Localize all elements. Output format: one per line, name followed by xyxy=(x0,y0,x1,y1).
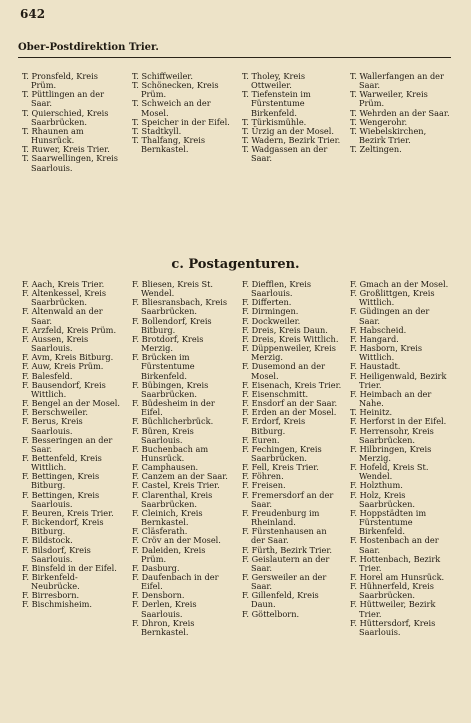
list-item: F. Gillenfeld, Kreis Daun. xyxy=(242,590,319,610)
list-item: F. Dusemond an der Mosel. xyxy=(242,361,326,381)
list-item: F. Hüttweiler, Bezirk Trier. xyxy=(350,599,436,619)
list-item: F. Brotdorf, Kreis Merzig. xyxy=(132,333,204,354)
top-column-4 xyxy=(350,72,450,154)
list-item: F. Besseringen an der Saar. xyxy=(22,434,113,454)
list-item: F. Cröv an der Mosel. xyxy=(132,535,221,546)
list-item: F. Herforst in der Eifel. xyxy=(350,416,447,427)
list-item: F. Altenkessel, Kreis Saarbrücken. xyxy=(22,288,107,308)
top-column-1 xyxy=(22,72,122,173)
list-item: F. Dhron, Kreis Bernkastel. xyxy=(132,617,195,637)
list-item: F. Derlen, Kreis Saarlouis. xyxy=(132,599,197,619)
list-item: T. Ürzig an der Mosel. xyxy=(242,125,334,136)
list-item: F. Fürth, Bezirk Trier. xyxy=(242,544,332,555)
list-item: F. Hüttersdorf, Kreis Saarlouis. xyxy=(350,617,436,637)
list-item: F. Bliesransbach, Kreis Saarbrücken. xyxy=(132,297,228,317)
list-item: F. Densborn. xyxy=(132,590,185,601)
list-item: F. Fell, Kreis Trier. xyxy=(242,462,319,473)
list-item: F. Bollendorf, Kreis Bitburg. xyxy=(132,315,212,335)
list-item: F. Dreis, Kreis Wittlich. xyxy=(242,333,339,344)
list-item: F. Arzfeld, Kreis Prüm. xyxy=(22,324,117,335)
list-item: F. Freisen. xyxy=(242,480,286,491)
top-column-2 xyxy=(132,72,232,154)
list-item: T. Wengerohr. xyxy=(350,116,408,127)
list-item: T. Stadtkyll. xyxy=(132,125,182,136)
list-item: F. Geislautern an der Saar. xyxy=(242,553,330,573)
list-item: F. Großlittgen, Kreis Wittlich. xyxy=(350,288,435,308)
list-item: F. Gersweiler an der Saar. xyxy=(242,572,327,592)
page-number: 642 xyxy=(20,7,46,21)
list-item: F. Düppenweiler, Kreis Merzig. xyxy=(242,343,336,363)
list-item: F. Bübingen, Kreis Saarbrücken. xyxy=(132,379,209,399)
list-item: F. Balesfeld. xyxy=(22,370,73,381)
list-item: F. Daufenbach in der Eifel. xyxy=(132,572,219,592)
list-item: T. Schönecken, Kreis Prüm. xyxy=(132,80,219,100)
list-item: F. Binsfeld in der Eifel. xyxy=(22,562,117,573)
list-item: F. Avm, Kreis Bitburg. xyxy=(22,352,114,363)
list-item: F. Clarenthal, Kreis Saarbrücken. xyxy=(132,489,213,509)
list-item: F. Güdingen an der Saar. xyxy=(350,306,430,326)
list-item: F. Eisenschmitt. xyxy=(242,388,309,399)
list-item: F. Habscheid. xyxy=(350,324,407,335)
list-item: F. Euren. xyxy=(242,434,280,445)
list-item: F. Bausendorf, Kreis Wittlich. xyxy=(22,379,106,399)
list-item: F. Büchlicherbrück. xyxy=(132,416,214,427)
list-item: F. Altenwald an der Saar. xyxy=(22,306,103,326)
list-item: F. Canzem an der Saar. xyxy=(132,471,228,482)
list-item: T. Saarwellingen, Kreis Saarlouis. xyxy=(22,153,118,173)
list-item: F. Daleiden, Kreis Prüm. xyxy=(132,544,206,564)
list-item: F. Fürstenhausen an der Saar. xyxy=(242,526,327,546)
list-item: F. Holzthum. xyxy=(350,480,403,491)
list-item: F. Fremersdorf an der Saar. xyxy=(242,489,334,509)
list-item: T. Wiebelskirchen, Bezirk Trier. xyxy=(350,125,427,146)
list-item: T. Wadgassen an der Saar. xyxy=(242,144,328,164)
list-item: F. Cleinich, Kreis Bernkastel. xyxy=(132,507,203,528)
list-item: F. Dasburg. xyxy=(132,562,180,573)
list-item: T. Wallerfangen an der Saar. xyxy=(350,71,444,91)
list-item: T. Wehrden an der Saar. xyxy=(350,107,450,118)
list-item: F. Eisenach, Kreis Trier. xyxy=(242,379,342,390)
list-item: F. Haustadt. xyxy=(350,361,401,372)
list-item: T. Schweich an der Mosel. xyxy=(132,98,211,118)
list-item: F. Freudenburg im Rheinland. xyxy=(242,507,320,528)
list-item: F. Bildstock. xyxy=(22,535,73,546)
list-item: F. Büren, Kreis Saarlouis. xyxy=(132,425,194,445)
list-item: T. Türkismühle. xyxy=(242,116,307,127)
list-item: F. Herrensohr, Kreis Saarbrücken. xyxy=(350,425,434,445)
list-item: F. Buchenbach am Hunsrück. xyxy=(132,443,209,463)
list-item: F. Göttelborn. xyxy=(242,608,300,619)
list-item: F. Bilsdorf, Kreis Saarlouis. xyxy=(22,544,91,564)
list-item: F. Birkenfeld-Neubrücke. xyxy=(22,572,80,592)
list-item: T. Speicher in der Eifel. xyxy=(132,116,230,127)
list-item: F. Auw, Kreis Prüm. xyxy=(22,361,104,372)
list-item: T. Quierschied, Kreis Saarbrücken. xyxy=(22,107,109,127)
list-item: T. Thalfang, Kreis Bernkastel. xyxy=(132,135,206,155)
agency-column-4 xyxy=(350,280,450,637)
list-item: F. Bliesen, Kreis St. Wendel. xyxy=(132,279,214,299)
list-item: T. Ruwer, Kreis Trier. xyxy=(22,144,110,155)
agency-column-3 xyxy=(242,280,342,619)
list-item: F. Bettingen, Kreis Bitburg. xyxy=(22,471,100,491)
list-item: F. Erdorf, Kreis Bitburg. xyxy=(242,416,306,436)
top-column-3 xyxy=(242,72,342,164)
list-item: F. Cläsferath. xyxy=(132,526,188,537)
list-item: T. Zeltingen. xyxy=(350,144,402,155)
section-title: c. Postagenturen. xyxy=(171,257,300,272)
list-item: F. Beuren, Kreis Trier. xyxy=(22,507,114,518)
list-item: F. Hühnerfeld, Kreis Saarbrücken. xyxy=(350,581,434,601)
list-item: F. Holz, Kreis Saarbrücken. xyxy=(350,489,415,509)
list-item: F. Brücken im Fürstentume Birkenfeld. xyxy=(132,352,195,381)
list-item: F. Heimbach an der Nahe. xyxy=(350,388,432,409)
list-item: T. Schiffweiler. xyxy=(132,71,193,81)
list-item: F. Birresborn. xyxy=(22,590,80,601)
list-item: F. Hangard. xyxy=(350,333,399,344)
agency-column-1 xyxy=(22,280,122,610)
list-item: F. Berschweiler. xyxy=(22,407,88,418)
header-rule xyxy=(18,57,451,58)
list-item: T. Tiefenstein im Fürstentume Birkenfeld. xyxy=(242,89,311,118)
list-item: F. Föhren. xyxy=(242,471,284,482)
list-item: F. Hilbringen, Kreis Merzig. xyxy=(350,443,432,463)
list-item: F. Bettenfeld, Kreis Wittlich. xyxy=(22,452,102,473)
list-item: F. Dirmingen. xyxy=(242,306,299,317)
list-item: F. Hoppstädten im Fürstentume Birkenfeld. xyxy=(350,507,427,537)
list-item: F. Fechingen, Kreis Saarbrücken. xyxy=(242,443,322,463)
list-item: F. Camphausen. xyxy=(132,462,199,473)
list-item: F. Bettingen, Kreis Saarlouis. xyxy=(22,489,100,509)
list-item: T. Püttlingen an der Saar. xyxy=(22,89,105,109)
list-item: F. Gmach an der Mosel. xyxy=(350,279,449,289)
list-item: F. Hofeld, Kreis St. Wendel. xyxy=(350,462,429,482)
list-item: F. Diefflen, Kreis Saarlouis. xyxy=(242,279,312,299)
list-item: T. Pronsfeld, Kreis Prüm. xyxy=(22,71,98,91)
list-item: F. Aussen, Kreis Saarlouis. xyxy=(22,333,89,354)
list-item: T. Wadern, Bezirk Trier. xyxy=(242,135,341,146)
list-item: F. Erden an der Mosel. xyxy=(242,407,337,418)
list-item: F. Horel am Hunsrück. xyxy=(350,572,445,582)
list-item: F. Hottenbach, Bezirk Trier. xyxy=(350,553,441,573)
list-item: T. Rhaunen am Hunsrück. xyxy=(22,125,84,146)
list-item: F. Hostenbach an der Saar. xyxy=(350,535,439,555)
list-item: F. Dreis, Kreis Daun. xyxy=(242,324,328,335)
list-item: F. Heiligenwald, Bezirk Trier. xyxy=(350,370,447,390)
agency-column-2 xyxy=(132,280,232,637)
list-item: F. Bickendorf, Kreis Bitburg. xyxy=(22,517,104,537)
running-header: Ober-Postdirektion Trier. xyxy=(18,42,159,53)
list-item: T. Heinitz. xyxy=(350,407,393,418)
list-item: F. Ensdorf an der Saar. xyxy=(242,398,338,409)
list-item: F. Berus, Kreis Saarlouis. xyxy=(22,416,83,436)
list-item: F. Bischmisheim. xyxy=(22,599,92,610)
list-item: T. Tholey, Kreis Ottweiler. xyxy=(242,71,306,91)
list-item: F. Büdesheim in der Eifel. xyxy=(132,398,215,418)
list-item: F. Castel, Kreis Trier. xyxy=(132,480,220,491)
list-item: F. Bengel an der Mosel. xyxy=(22,398,120,409)
list-item: T. Warweiler, Kreis Prüm. xyxy=(350,89,428,109)
list-item: F. Dockweiler. xyxy=(242,315,301,326)
list-item: F. Differten. xyxy=(242,297,292,308)
list-item: F. Aach, Kreis Trier. xyxy=(22,279,105,289)
list-item: F. Hasborn, Kreis Wittlich. xyxy=(350,343,423,363)
